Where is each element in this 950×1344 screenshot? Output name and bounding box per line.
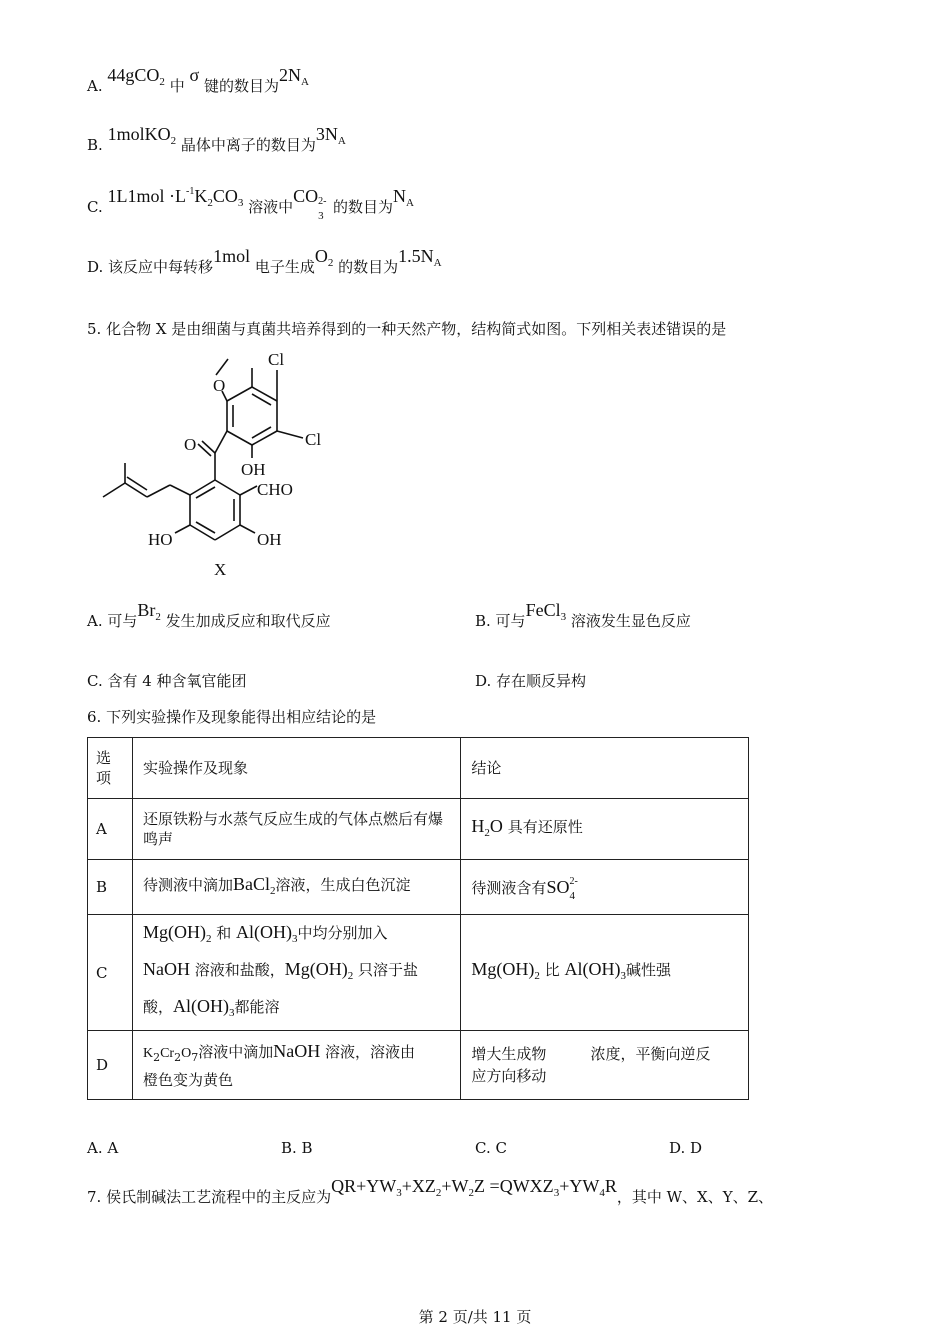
- table-row: D $K_2Cr_2O_7$溶液中滴加NaOH 溶液，溶液由 橙色变为黄色 增大生成物 浓度，平衡向逆反 应方向移动: [88, 1031, 749, 1100]
- label-oh-ring: OH: [241, 460, 266, 479]
- label-ho-left: HO: [148, 530, 173, 549]
- header-operation: 实验操作及现象: [132, 738, 460, 799]
- q6-answer-b: B. B: [281, 1139, 313, 1157]
- q4-option-d: D. 该反应中每转移1mol 电子生成$O_2$ 的数目为$1.5N_A$: [87, 246, 442, 276]
- label-oh-right: OH: [257, 530, 282, 549]
- sigma-symbol: σ: [189, 65, 200, 85]
- experiment-table: [87, 737, 749, 1100]
- header-conclusion: 结论: [461, 738, 749, 799]
- table-row: B 待测液中滴加BaCl$_2$溶液，生成白色沉淀 待测液含有SO 2- 4: [88, 860, 749, 915]
- table-header-row: [88, 738, 749, 799]
- header-option: 选项: [88, 738, 133, 799]
- table-row: A 还原铁粉与水蒸气反应生成的气体点燃后有爆鸣声 $H_2O$ 具有还原性: [88, 799, 749, 860]
- q5-option-a: A. 可与$Br_2$ 发生加成反应和取代反应: [87, 600, 331, 630]
- q5-option-c: C. 含有 4 种含氧官能团: [87, 672, 247, 690]
- q4-option-b: B. 1molKO$_2$ 晶体中离子的数目为$3N_A$: [87, 124, 346, 154]
- label-o-methoxy: O: [213, 376, 226, 395]
- q6-answer-a: A. A: [87, 1139, 119, 1157]
- q5-option-b: B. 可与FeCl$_3$ 溶液发生显色反应: [475, 600, 691, 630]
- q6-answer-c: C. C: [475, 1139, 507, 1157]
- q5-stem: 5. 化合物 X 是由细菌与真菌共培养得到的一种天然产物，结构简式如图。下列相关表述错误的是: [87, 320, 727, 338]
- label-o-carbonyl: O: [184, 435, 197, 454]
- compound-x-structure: [95, 345, 335, 585]
- label-cl-top: Cl: [268, 350, 285, 369]
- label-cho: CHO: [257, 480, 293, 499]
- label-compound-x: X: [214, 560, 227, 579]
- table-row: C $Mg(OH)_2$ 和 $Al(OH)_3$中均分别加入 NaOH 溶液和盐酸，$Mg(OH)_2$ 只溶于盐 酸，$Al(OH)_3$都能溶 $Mg(OH)_2$ 比 $Al(OH)_3$碱性强: [88, 915, 749, 1031]
- q4-option-c: C. $1L1mol \cdot L^{-1}K_2CO_3$ 溶液中CO 2- 3 的数目为$N_A$: [87, 186, 414, 222]
- page-footer: 第 2 页/共 11 页: [418, 1308, 532, 1326]
- q5-option-d: D. 存在顺反异构: [475, 672, 587, 690]
- q6-answer-d: D. D: [669, 1139, 703, 1157]
- q7-stem: 7. 侯氏制碱法工艺流程中的主反应为$QR+YW_3+XZ_2+W_2Z$ $=QWXZ_3+YW_4R$，其中 W、X、Y、Z、: [87, 1176, 774, 1206]
- q6-stem: 6. 下列实验操作及现象能得出相应结论的是: [87, 708, 377, 726]
- reaction-equation: $QR+YW_3+XZ_2+W_2Z$ $=QWXZ_3+YW_4R$: [331, 1176, 617, 1199]
- q4-option-a: A. 44gCO$_2$ 中 σ 键的数目为$2N_A$: [87, 65, 309, 95]
- label-cl-right: Cl: [305, 430, 322, 449]
